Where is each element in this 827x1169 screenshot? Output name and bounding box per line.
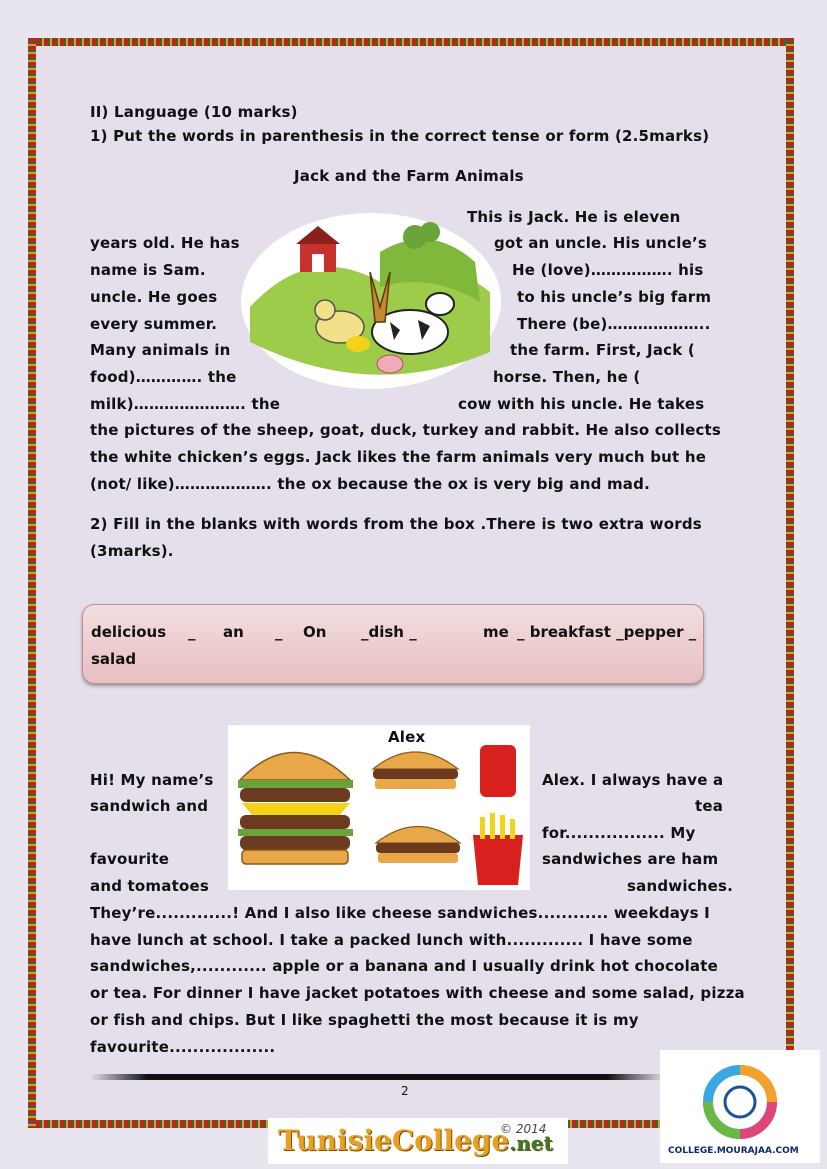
alex-line-right: tea [695,797,724,815]
story-line-left: uncle. He goes [90,288,218,306]
alex-line-right: Alex. I always have a [542,771,724,789]
alex-continuation-line: favourite.................. [90,1038,276,1056]
farm-animals-image [240,212,502,390]
story-line-right: the farm. First, Jack ( [510,341,695,359]
alex-continuation-line: or fish and chips. But I like spaghetti the most because it is my [90,1011,639,1029]
word-box [82,604,704,684]
box-word: _ [188,623,196,641]
box-word: _ breakfast _pepper _ [517,623,697,641]
story-line-left: food)…………. the [90,368,237,386]
story-continuation-line: (not/ like)………………. the ox because the ox is very big and mad. [90,475,650,493]
footer-brand: TunisieCollege.net [278,1124,553,1157]
story-line-right: got an uncle. His uncle’s [494,234,707,252]
alex-line-right: for................. My [542,824,696,842]
story-line-left: milk)…………………. the [90,395,281,413]
story-title: Jack and the Farm Animals [294,167,524,185]
mourajaa-emblem-icon [660,1050,820,1145]
corner-site-label: COLLEGE.MOURAJAA.COM [668,1146,799,1156]
story-continuation-line: the white chicken’s eggs. Jack likes the farm animals very much but he [90,448,707,466]
story-line-right: This is Jack. He is eleven [467,208,681,226]
burger-image-label: Alex [388,728,426,746]
alex-continuation-line: sandwiches,............ apple or a banana and I usually drink hot chocolate [90,957,718,975]
story-line-right: horse. Then, he ( [493,368,641,386]
exercise1-instruction: 1) Put the words in parenthesis in the correct tense or form (2.5marks) [90,127,710,145]
alex-continuation-line: They’re.............! And I also like cheese sandwiches............ weekdays I [90,904,710,922]
story-line-right: to his uncle’s big farm [517,288,712,306]
decorative-border-top [28,38,794,46]
tunisiecollege-logo [268,1118,568,1164]
alex-line-left: and tomatoes [90,877,209,895]
alex-line-left: Hi! My name’s [90,771,214,789]
alex-continuation-line: or tea. For dinner I have jacket potatoes with cheese and some salad, pizza [90,984,745,1002]
decorative-border-left [28,38,36,1128]
story-line-left: years old. He has [90,234,240,252]
box-word: _dish _ [361,623,417,641]
story-line-left: every summer. [90,315,218,333]
alex-line-left: sandwich and [90,797,209,815]
exercise2-instruction-cont: (3marks). [90,542,174,560]
alex-continuation-line: have lunch at school. I take a packed lunch with............. I have some [90,931,693,949]
alex-line-right: sandwiches. [627,877,734,895]
box-word: me [483,623,509,641]
story-continuation-line: the pictures of the sheep, goat, duck, turkey and rabbit. He also collects [90,421,722,439]
box-word: an [223,623,244,641]
story-line-left: Many animals in [90,341,231,359]
box-word: delicious [91,623,167,641]
mourajaa-logo [660,1050,820,1163]
alex-line-right: sandwiches are ham [542,850,719,868]
burger-image [228,725,530,890]
page-number: 2 [401,1084,409,1098]
alex-line-left: favourite [90,850,170,868]
box-word: On [303,623,327,641]
exercise2-instruction: 2) Fill in the blanks with words from the box .There is two extra words [90,515,702,533]
box-word: _ [275,623,283,641]
story-line-right: He (love)……………. his [512,261,704,279]
story-line-left: name is Sam. [90,261,206,279]
footer-rule [90,1074,665,1080]
story-line-right: There (be)……………….. [517,315,711,333]
box-word: salad [91,650,137,668]
decorative-border-right [786,38,794,1128]
story-line-right: cow with his uncle. He takes [458,395,705,413]
footer-year: © 2014 [500,1122,547,1136]
section-heading: II) Language (10 marks) [90,103,298,121]
